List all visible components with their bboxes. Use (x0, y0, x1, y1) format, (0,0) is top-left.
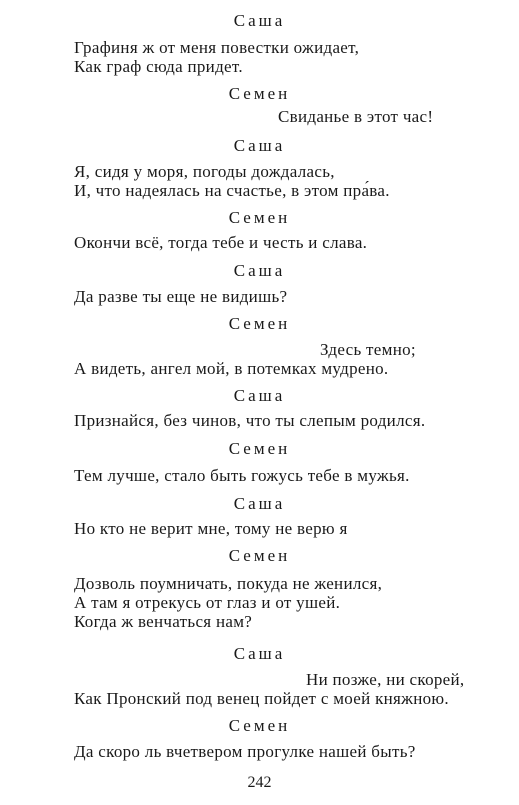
verse-line: Свиданье в этот час! (278, 107, 434, 126)
speaker-name: Саша (233, 386, 286, 405)
speaker-name: Семен (228, 546, 291, 565)
speaker-name: Саша (233, 644, 286, 663)
verse-line: Да разве ты еще не видишь? (74, 287, 288, 306)
speaker-name: Саша (233, 136, 286, 155)
speaker-name: Семен (228, 314, 291, 333)
page-number: 242 (247, 774, 272, 791)
verse-line: Графиня ж от меня повестки ожидает, (74, 38, 360, 57)
verse-line: Но кто не верит мне, тому не верю я (74, 519, 348, 538)
verse-line: А там я отрекусь от глаз и от ушей. (74, 593, 341, 612)
verse-line: Да скоро ль вчетвером прогулке нашей быть? (74, 742, 416, 761)
speaker-name: Семен (228, 208, 291, 227)
speaker-name: Семен (228, 84, 291, 103)
verse-line: И, что надеялась на счастье, в этом пра́ва. (74, 181, 390, 200)
verse-line: Когда ж венчаться нам? (74, 612, 253, 631)
speaker-name: Саша (233, 261, 286, 280)
speaker-name: Семен (228, 716, 291, 735)
verse-line: Дозволь поумничать, покуда не женился, (74, 574, 383, 593)
verse-line: А видеть, ангел мой, в потемках мудрено. (74, 359, 389, 378)
speaker-name: Саша (233, 494, 286, 513)
verse-line: Я, сидя у моря, погоды дождалась, (74, 162, 335, 181)
speaker-name: Семен (228, 439, 291, 458)
verse-line: Признайся, без чинов, что ты слепым родился. (74, 411, 426, 430)
verse-line: Как Пронский под венец пойдет с моей княжною. (74, 689, 449, 708)
verse-line: Ни позже, ни скорей, (306, 670, 465, 689)
speaker-name: Саша (233, 11, 286, 30)
verse-line: Окончи всё, тогда тебе и честь и слава. (74, 233, 368, 252)
verse-line: Как граф сюда придет. (74, 57, 243, 76)
verse-line: Тем лучше, стало быть гожусь тебе в мужья. (74, 466, 410, 485)
verse-line: Здесь темно; (320, 340, 416, 359)
